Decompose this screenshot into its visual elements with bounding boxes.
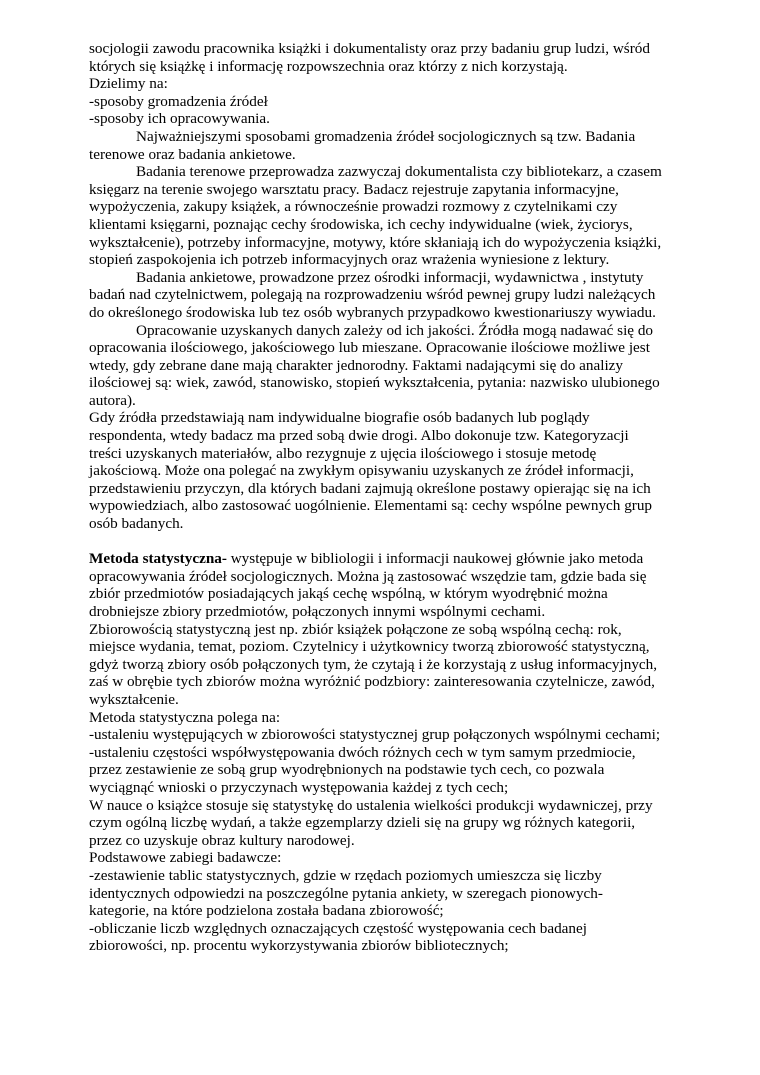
document-page bbox=[89, 40, 689, 955]
text-line: przedstawieniu przyczyn, dla których badani zajmują określone postawy opierając się na ich bbox=[89, 479, 651, 497]
text-line: socjologii zawodu pracownika książki i dokumentalisty oraz przy badaniu grup ludzi, wśród bbox=[89, 40, 650, 57]
section-heading-line bbox=[89, 550, 689, 568]
text-line: osób badanych. bbox=[89, 515, 184, 533]
section-heading-continuation: występuje w bibliologii i informacji naukowej głównie jako metoda bbox=[226, 550, 644, 568]
text-line: przez zestawienie ze sobą grup wyodrębnionych na podstawie tych cech, co pozwala bbox=[89, 761, 605, 779]
text-line: Badania ankietowe, prowadzone przez ośrodki informacji, wydawnictwa , instytuty bbox=[136, 268, 644, 286]
text-line: miejsce wydania, temat, poziom. Czytelnicy i użytkownicy tworzą zbiorowość statystyczną, bbox=[89, 638, 650, 656]
text-line: księgarz na terenie swojego warsztatu pracy. Badacz rejestruje zapytania informacyjne, bbox=[89, 180, 619, 198]
text-line: ilościowej są: wiek, zawód, stanowisko, stopień wykształcenia, pytania: nazwisko ulubionego bbox=[89, 374, 660, 392]
text-line: identycznych odpowiedzi na poszczególne pytania ankiety, w szeregach pionowych- bbox=[89, 884, 603, 902]
text-line: przez co uzyskuje obraz kultury narodowej. bbox=[89, 831, 355, 849]
text-line: Podstawowe zabiegi badawcze: bbox=[89, 849, 282, 867]
text-line: zbiorowości, np. procentu wykorzystywania zbiorów bibliotecznych; bbox=[89, 937, 509, 955]
document-section-statistical-method bbox=[89, 550, 689, 955]
text-line: Dzielimy na: bbox=[89, 75, 168, 93]
text-line: -sposoby ich opracowywania. bbox=[89, 110, 270, 128]
text-line: -ustaleniu występujących w zbiorowości statystycznej grup połączonych wspólnymi cechami; bbox=[89, 726, 661, 744]
paragraph-spacer bbox=[89, 533, 689, 551]
text-line: Badania terenowe przeprowadza zazwyczaj dokumentalista czy bibliotekarz, a czasem bbox=[136, 163, 662, 181]
text-line: do określonego środowiska lub tez osób wybranych przypadkowo kwestionariuszy wywiadu. bbox=[89, 303, 656, 321]
document-section-sociological-sources bbox=[89, 40, 689, 533]
text-line: terenowe oraz badania ankietowe. bbox=[89, 145, 296, 163]
text-line: badań nad czytelnictwem, polegają na rozprowadzeniu wśród pewnej grupy ludzi należących bbox=[89, 286, 656, 304]
text-line: zaś w obrębie tych zbiorów można wyróżnić podzbiory: zainteresowania czytelnicze, zawód, bbox=[89, 673, 655, 691]
text-line: których się książkę i informację rozpowszechnia oraz którzy z nich korzystają. bbox=[89, 57, 568, 75]
text-line: wykształcenie. bbox=[89, 690, 179, 708]
text-line: wyciągnąć wnioski o przyczynach występowania każdej z tych cech; bbox=[89, 778, 509, 796]
text-line: czym ogólną liczbę wydań, a także egzemplarzy dzieli się na grupy wg różnych kategorii, bbox=[89, 814, 636, 832]
text-line: drobniejsze zbiory przedmiotów, połączonych innymi wspólnymi cechami. bbox=[89, 603, 546, 620]
text-line: opracowania ilościowego, jakościowego lub mieszane. Opracowanie ilościowe możliwe jest bbox=[89, 339, 650, 357]
text-line: jakościową. Może ona polegać na zwykłym opisywaniu uzyskanych ze źródeł informacji, bbox=[89, 462, 634, 480]
text-line: Opracowanie uzyskanych danych zależy od ich jakości. Źródła mogą nadawać się do bbox=[136, 321, 654, 339]
text-line: wykształcenie), potrzeby informacyjne, motywy, które skłaniają ich do wypożyczenia książki, bbox=[89, 233, 662, 251]
text-line: treści uzyskanych materiałów, albo rezygnuje z ujęcia ilościowego i stosuje metodę bbox=[89, 444, 597, 462]
text-line: respondenta, wtedy badacz ma przed sobą dwie drogi. Albo dokonuje tzw. Kategoryzacji bbox=[89, 427, 629, 445]
section-heading: Metoda statystyczna- bbox=[89, 550, 227, 568]
text-line: opracowywania źródeł socjologicznych. Można ją zastosować wszędzie tam, gdzie bada się bbox=[89, 567, 647, 585]
text-line: zbiór przedmiotów posiadających jakąś cechę wspólną, w którym wyodrębnić można bbox=[89, 585, 608, 603]
text-line: Gdy źródła przedstawiają nam indywidualne biografie osób badanych lub poglądy bbox=[89, 409, 590, 427]
text-line: -obliczanie liczb względnych oznaczających częstość występowania cech badanej bbox=[89, 919, 587, 937]
text-line: klientami księgarni, poznając cechy środowiska, ich cechy indywidualne (wiek, życiorys, bbox=[89, 215, 633, 233]
text-line: kategorie, na które podzielona została badana zbiorowość; bbox=[89, 902, 444, 920]
text-line: -ustaleniu częstości współwystępowania dwóch różnych cech w tym samym przedmiocie, bbox=[89, 743, 636, 761]
text-line: stopień zaspokojenia ich potrzeb informacyjnych oraz wrażenia wyniesione z lektury. bbox=[89, 251, 610, 269]
text-line: -zestawienie tablic statystycznych, gdzie w rzędach poziomych umieszcza się liczby bbox=[89, 866, 602, 884]
text-line: wypożyczenia, zakupy książek, a równocześnie prowadzi rozmowy z czytelnikami czy bbox=[89, 198, 618, 216]
text-line: wtedy, gdy zebrane dane mają charakter jednorodny. Faktami nadającymi się do analizy bbox=[89, 356, 624, 374]
text-line: W nauce o książce stosuje się statystykę do ustalenia wielkości produkcji wydawniczej, przy bbox=[89, 796, 653, 814]
text-line: autora). bbox=[89, 391, 136, 409]
text-line: wypowiedziach, albo zastosować uogólnienie. Elementami są: cechy wspólne pewnych grup bbox=[89, 497, 653, 515]
text-line: Najważniejszymi sposobami gromadzenia źródeł socjologicznych są tzw. Badania bbox=[136, 127, 636, 145]
text-line: Zbiorowością statystyczną jest np. zbiór książek połączone ze sobą wspólną cechą: rok, bbox=[89, 620, 622, 638]
text-line: Metoda statystyczna polega na: bbox=[89, 708, 281, 726]
text-line: -sposoby gromadzenia źródeł bbox=[89, 92, 268, 110]
text-line: gdyż tworzą zbiory osób połączonych tym, że czytają i że korzystają z usług informacyjnych, bbox=[89, 655, 658, 673]
